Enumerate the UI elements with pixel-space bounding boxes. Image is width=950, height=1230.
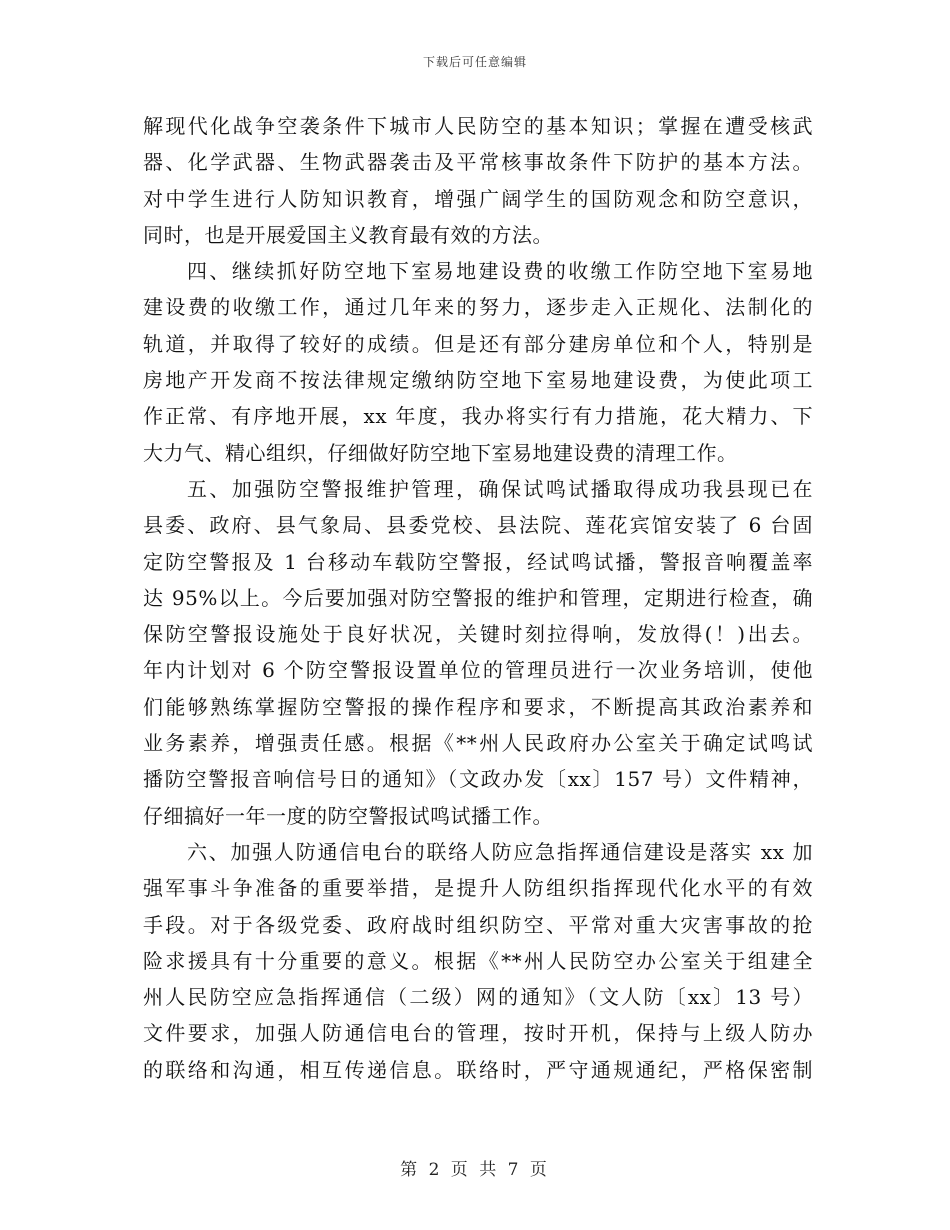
text-line: 六、加强人防通信电台的联络人防应急指挥通信建设是落实 xx 加 — [187, 839, 813, 864]
text-line: 手段。对于各级党委、政府战时组织防空、平常对重大灾害事故的抢 — [143, 912, 813, 937]
text-line: 保防空警报设施处于良好状况，关键时刻拉得响，发放得(！)出去。 — [143, 622, 813, 647]
text-line: 业务素养，增强责任感。根据《**州人民政府办公室关于确定试鸣试 — [143, 731, 813, 756]
text-line: 仔细搞好一年一度的防空警报试鸣试播工作。 — [143, 803, 553, 828]
text-line: 作正常、有序地开展，xx 年度，我办将实行有力措施，花大精力、下 — [143, 404, 813, 429]
text-line: 建设费的收缴工作，通过几年来的努力，逐步走入正规化、法制化的 — [143, 295, 813, 320]
page-footer: 第 2 页 共 7 页 — [400, 1160, 550, 1180]
text-line: 对中学生进行人防知识教育，增强广阔学生的国防观念和防空意识， — [143, 186, 813, 211]
text-line: 州人民防空应急指挥通信（二级）网的通知》（文人防〔xx〕13 号） — [143, 985, 813, 1010]
text-line: 房地产开发商不按法律规定缴纳防空地下室易地建设费，为使此项工 — [143, 368, 813, 393]
text-line: 器、化学武器、生物武器袭击及平常核事故条件下防护的基本方法。 — [143, 150, 813, 175]
text-line: 文件要求，加强人防通信电台的管理，按时开机，保持与上级人防办 — [143, 1021, 813, 1046]
text-line: 轨道，并取得了较好的成绩。但是还有部分建房单位和个人，特别是 — [143, 331, 813, 356]
text-line: 定防空警报及 1 台移动车载防空警报，经试鸣试播，警报音响覆盖率 — [143, 549, 813, 574]
text-line: 的联络和沟通，相互传递信息。联络时，严守通规通纪，严格保密制 — [143, 1057, 813, 1082]
document-body — [143, 108, 813, 1088]
text-line: 达 95%以上。今后要加强对防空警报的维护和管理，定期进行检查，确 — [143, 585, 813, 610]
text-line: 年内计划对 6 个防空警报设置单位的管理员进行一次业务培训，使他 — [143, 658, 813, 683]
text-line: 同时，也是开展爱国主义教育最有效的方法。 — [143, 222, 553, 247]
text-line: 强军事斗争准备的重要举措，是提升人防组织指挥现代化水平的有效 — [143, 876, 813, 901]
text-line: 播防空警报音响信号日的通知》（文政办发〔xx〕157 号）文件精神， — [143, 767, 813, 792]
text-line: 解现代化战争空袭条件下城市人民防空的基本知识；掌握在遭受核武 — [143, 114, 813, 138]
text-line: 们能够熟练掌握防空警报的操作程序和要求，不断提高其政治素养和 — [143, 694, 813, 719]
text-line: 五、加强防空警报维护管理，确保试鸣试播取得成功我县现已在 — [187, 476, 813, 501]
text-line: 县委、政府、县气象局、县委党校、县法院、莲花宾馆安装了 6 台固 — [143, 513, 813, 538]
page-header: 下载后可任意编辑 — [422, 55, 527, 69]
text-line: 大力气、精心组织，仔细做好防空地下室易地建设费的清理工作。 — [143, 440, 738, 465]
text-line: 险求援具有十分重要的意义。根据《**州人民防空办公室关于组建全 — [143, 948, 813, 973]
text-line: 四、继续抓好防空地下室易地建设费的收缴工作防空地下室易地 — [187, 259, 813, 284]
